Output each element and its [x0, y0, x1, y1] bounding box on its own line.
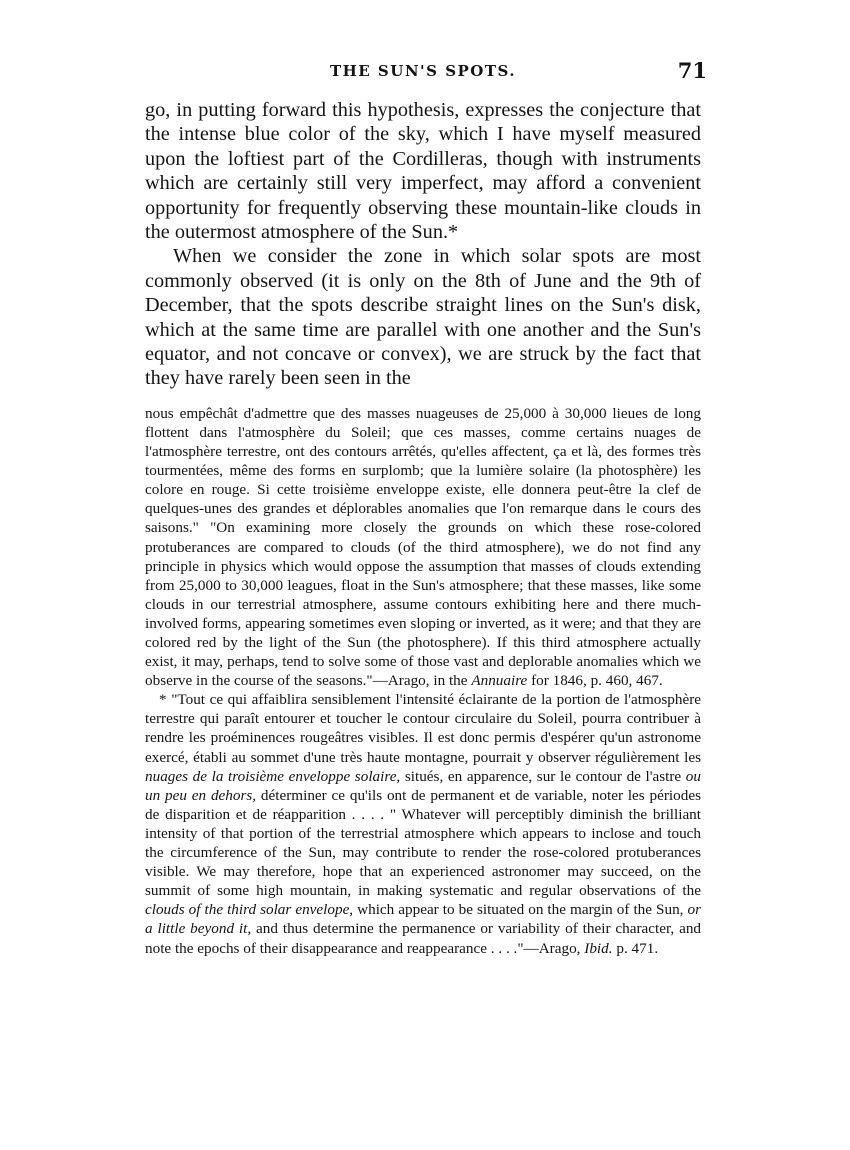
body-paragraph: When we consider the zone in which solar spots are most commonly observed (it is only on the 8th of June and the 9th of December, that the spots describe straight lines on the Sun's disk, which at the same time are parallel with one another and the Sun's equator, and not concave or convex), we are struck by the fact that they have rarely been seen in the	[145, 245, 701, 390]
body-paragraph-continued: go, in putting forward this hypothesis, expresses the conjecture that the intense blue color of the sky, which I have myself measured upon the loftiest part of the Cordilleras, though with instruments which are certainly still very imperfect, may afford a convenient opportunity for frequently observing these mountain-like clouds in the outermost atmosphere of the Sun.*	[145, 99, 701, 244]
footnote-text: * "Tout ce qui affaiblira sensiblement l'intensité éclairante de la portion de l'atmosphère terrestre qui paraît entourer et toucher le contour circulaire du Soleil, pourra contribuer à rendre les proéminences rougeâtres visibles. Il est donc permis d'espérer qu'un astronome exercé, établi au sommet d'une très haute montagne, pourrait y observer régulièrement les	[145, 691, 701, 766]
page-number: 71	[677, 58, 707, 83]
footnote-italic: nuages de la troisième enveloppe solaire,	[145, 767, 401, 785]
footnote-italic: clouds of the third solar envelope,	[145, 901, 354, 919]
footnote-text: nous empêchât d'admettre que des masses nuageuses de 25,000 à 30,000 lieues de long flottent dans l'atmosphère du Soleil; que ces masses, comme certains nuages de l'atmosphère terrestre, ont des contours arrêtés, qu'elles affectent, ça et là, des formes très tourmentées, même des forms en surplomb; que la lumière solaire (la photosphère) les colore en rouge. Si cette troisième enveloppe existe, elle donnera peut-être la clef de quelques-unes des grandes et déplorables anomalies que l'on remarque dans le cours des saisons." "On examining more closely the grounds on which these rose-colored protuberances are compared to clouds (of the third atmosphere), we do not find any principle in physics which would oppose the assumption that masses of clouds extending from 25,000 to 30,000 leagues, float in the Sun's atmosphere; that these masses, like some clouds in our terrestrial atmosphere, assume contours exhibiting here and there much-involved forms, appearing sometimes even sloping or inverted, as it were; and that they are colored red by the light of the Sun (the photosphere). If this third atmosphere actually exist, it may, perhaps, tend to solve some of those vast and deplorable anomalies which we observe in the course of the seasons."—Arago, in the	[145, 404, 701, 690]
footnote-star	[145, 690, 701, 957]
running-head	[145, 58, 707, 88]
footnote-italic: ou un peu en dehors,	[145, 767, 701, 804]
footnote-text: situés, en apparence, sur le contour de l'astre	[400, 767, 686, 785]
book-page	[145, 58, 707, 958]
footnote-italic: Ibid.	[584, 939, 613, 957]
footnote-text: which appear to be situated on the margin of the Sun,	[353, 901, 688, 919]
footnote-italic: or a little beyond it,	[145, 901, 702, 938]
body-text	[145, 98, 701, 391]
footnote-text: p. 471.	[612, 939, 659, 957]
footnote-continued	[145, 404, 701, 690]
footnote-text: and thus determine the permanence or variability of their character, and note the epochs of their disappearance and reappearance . . . ."—Arago,	[145, 920, 702, 957]
footnotes	[145, 404, 701, 958]
footnote-italic: Annuaire	[471, 672, 528, 690]
running-title: THE SUN'S SPOTS.	[329, 62, 517, 80]
footnote-text: déterminer ce qu'ils ont de permanent et de variable, noter les périodes de disparition et de réapparition . . . . " Whatever will perceptibly diminish the brilliant intensity of that portion of the terrestrial atmosphere which appears to inclose and touch the circumference of the Sun, may contribute to render the rose-colored protuberances visible. We may therefore, hope that an experienced astronomer may succeed, on the summit of some high mountain, in making systematic and regular observations of the	[145, 786, 701, 900]
footnote-text: for 1846, p. 460, 467.	[527, 672, 663, 690]
